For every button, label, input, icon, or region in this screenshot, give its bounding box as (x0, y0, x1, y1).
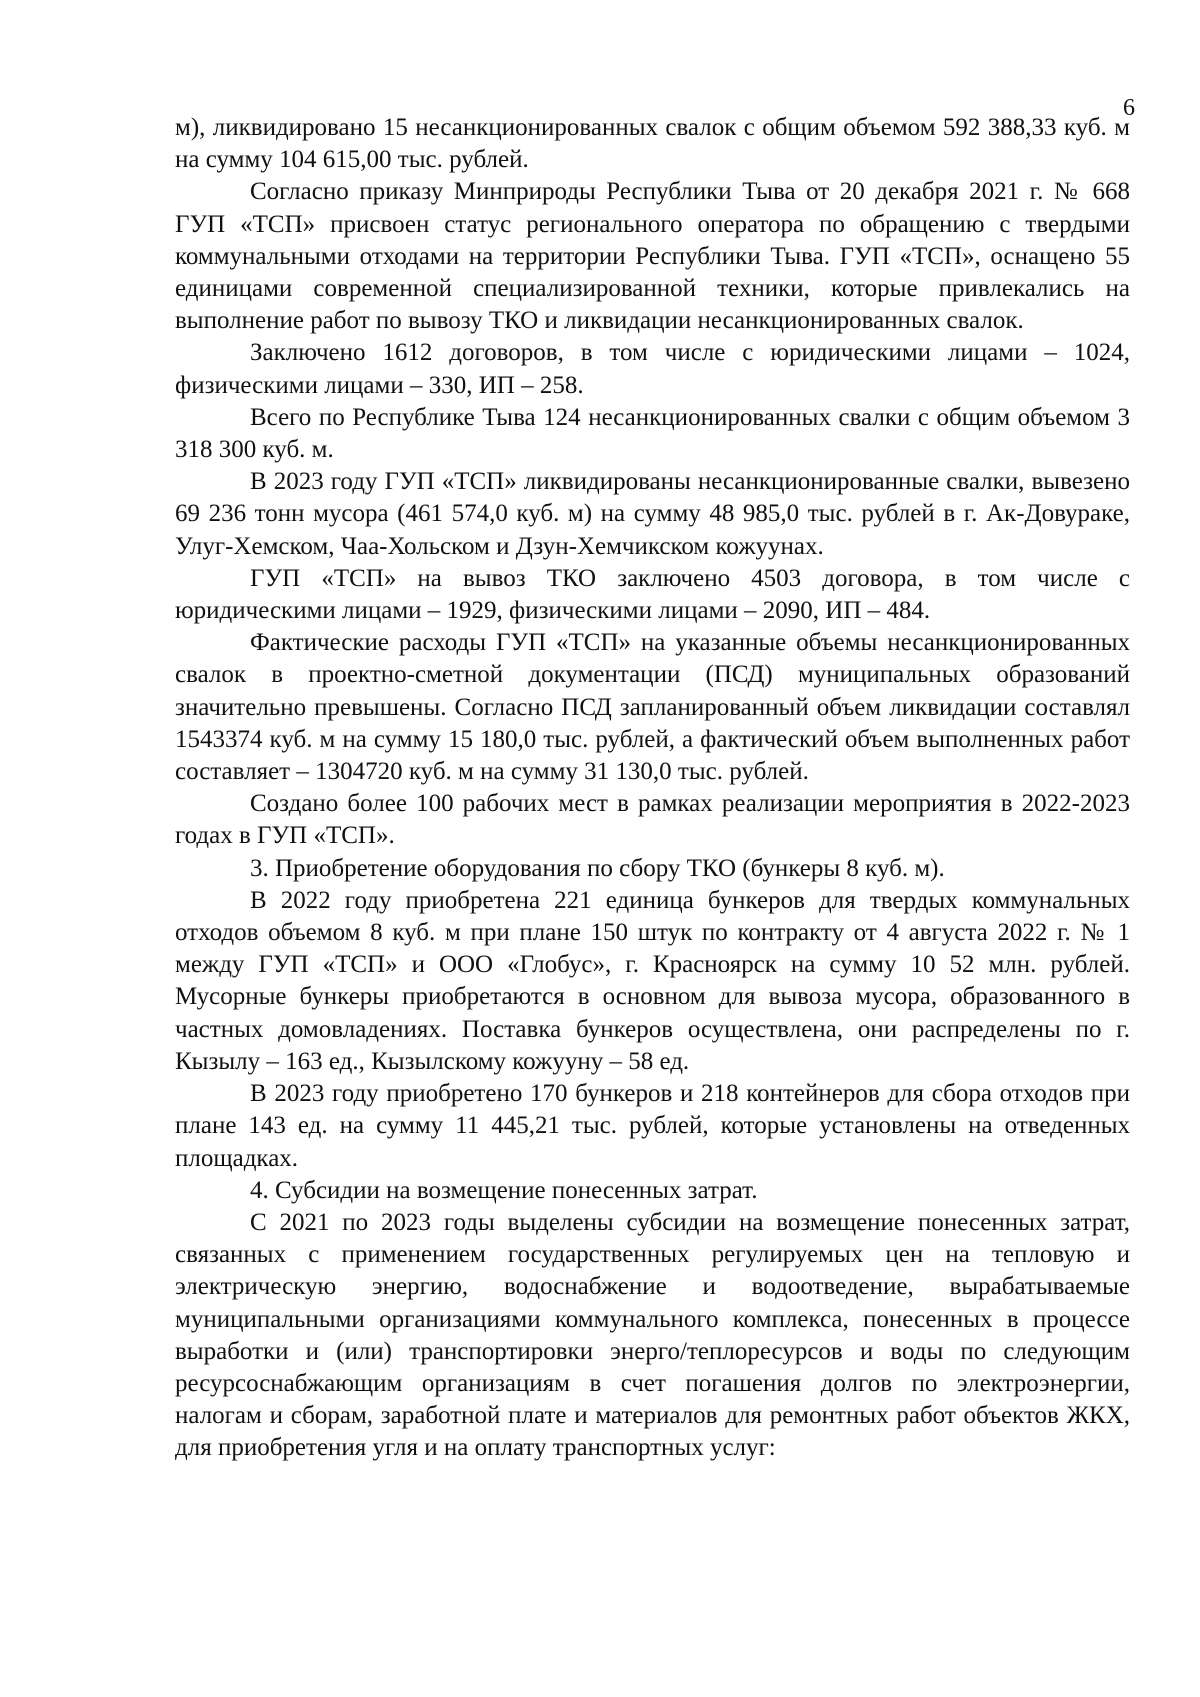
paragraph-2023-liquidation: В 2023 году ГУП «ТСП» ликвидированы несанкционированные свалки, вывезено 69 236 тонн мусора (461 574,0 куб. м) на сумму 48 985,0 тыс. рублей в г. Ак-Довураке, Улуг-Хемском, Чаа-Хольском и Дзун-Хемчикском кожуунах. (175, 468, 1130, 560)
section-heading-equipment: 3. Приобретение оборудования по сбору ТКО (бункеры 8 куб. м). (250, 854, 945, 882)
document-body (175, 112, 1130, 1465)
paragraph-regional-operator: Согласно приказу Минприроды Республики Тыва от 20 декабря 2021 г. № 668 ГУП «ТСП» присвоен статус регионального оператора по обращению с твердыми коммунальными отходами на территории Республики Тыва. ГУП «ТСП», оснащено 55 единицами современной специализированной техники, которые привлекались на выполнение работ по вывозу ТКО и ликвидации несанкционированных свалок. (175, 178, 1130, 335)
paragraph-continuation: м), ликвидировано 15 несанкционированных свалок с общим объемом 592 388,33 куб. м на сумму 104 615,00 тыс. рублей. (175, 114, 1130, 174)
paragraph-jobs-created: Создано более 100 рабочих мест в рамках реализации мероприятия в 2022-2023 годах в ГУП «ТСП». (175, 790, 1130, 850)
page-number: 6 (1123, 95, 1135, 121)
paragraph-2022-bunkers: В 2022 году приобретена 221 единица бункеров для твердых коммунальных отходов объемом 8 куб. м при плане 150 штук по контракту от 4 августа 2022 г. № 1 между ГУП «ТСП» и ООО «Глобус», г. Красноярск на сумму 10 52 млн. рублей. Мусорные бункеры приобретаются в основном для вывоза мусора, образованного в частных домовладениях. Поставка бункеров осуществлена, они распределены по г. Кызылу – 163 ед., Кызылскому кожууну – 58 ед. (175, 886, 1130, 1075)
paragraph-subsidies: С 2021 по 2023 годы выделены субсидии на возмещение понесенных затрат, связанных с применением государственных регулируемых цен на тепловую и электрическую энергию, водоснабжение и водоотведение, вырабатываемые муниципальными организациями коммунального комплекса, понесенных в процессе выработки и (или) транспортировки энерго/теплоресурсов и воды по следующим ресурсоснабжающим организациям в счет погашения долгов по электроэнергии, налогам и сборам, заработной плате и материалов для ремонтных работ объектов ЖКХ, для приобретения угля и на оплату транспортных услуг: (175, 1208, 1130, 1462)
paragraph-actual-expenses: Фактические расходы ГУП «ТСП» на указанные объемы несанкционированных свалок в проектно-сметной документации (ПСД) муниципальных образований значительно превышены. Согласно ПСД запланированный объем ликвидации составлял 1543374 куб. м на сумму 15 180,0 тыс. рублей, а фактический объем выполненных работ составляет – 1304720 куб. м на сумму 31 130,0 тыс. рублей. (175, 629, 1130, 786)
paragraph-contracts-1612: Заключено 1612 договоров, в том числе с юридическими лицами – 1024, физическими лицами – 330, ИП – 258. (175, 339, 1130, 399)
section-heading-subsidies: 4. Субсидии на возмещение понесенных затрат. (250, 1176, 758, 1204)
paragraph-total-dumps: Всего по Республике Тыва 124 несанкционированных свалки с общим объемом 3 318 300 куб. м. (175, 403, 1130, 464)
paragraph-contracts-4503: ГУП «ТСП» на вывоз ТКО заключено 4503 договора, в том числе с юридическими лицами – 1929, физическими лицами – 2090, ИП – 484. (175, 564, 1130, 625)
paragraph-2023-bunkers: В 2023 году приобретено 170 бункеров и 218 контейнеров для сбора отходов при плане 143 ед. на сумму 11 445,21 тыс. рублей, которые установлены на отведенных площадках. (175, 1080, 1130, 1172)
